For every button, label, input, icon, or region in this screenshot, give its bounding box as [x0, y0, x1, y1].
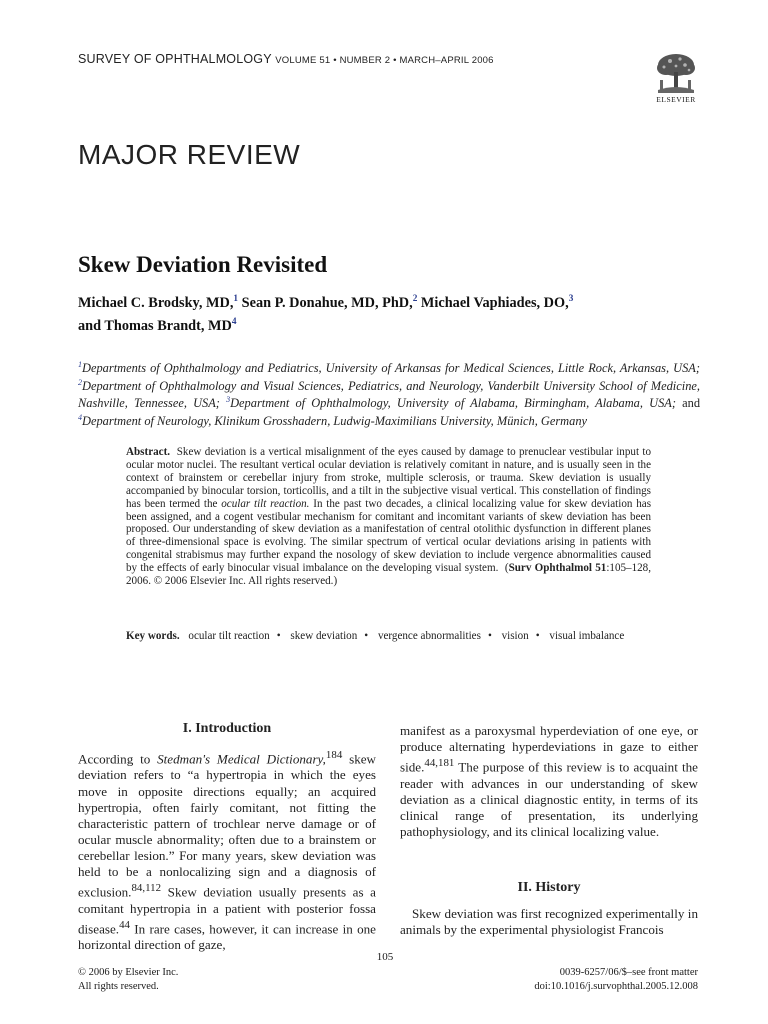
introduction-heading: I. Introduction	[182, 721, 272, 736]
keywords	[126, 630, 651, 643]
affil-number: 1	[78, 360, 83, 369]
column-right	[400, 723, 698, 938]
body-text: In rare cases, however, it can increase in one horizontal direction of gaze,	[78, 921, 376, 953]
affil-number: 4	[78, 413, 83, 423]
reference-link[interactable]: 44,181	[424, 757, 455, 770]
author-name: Sean P. Donahue, MD, PhD,	[241, 294, 413, 311]
keyword: vision	[501, 630, 529, 642]
affiliation-text: Department of Ophthalmology and Visual Sciences, Pediatrics, and Neurology, Vanderbilt University School of Medicine, Nashville, Tennessee, USA;	[78, 378, 700, 411]
reference-link[interactable]: 184	[325, 749, 343, 761]
keyword: skew deviation	[290, 630, 358, 642]
author-affil-ref[interactable]: 3	[568, 294, 574, 304]
bullet-separator: •	[487, 630, 492, 642]
page-number: 105	[376, 951, 394, 963]
column-left	[78, 721, 376, 953]
bullet-separator: •	[535, 630, 540, 642]
citation-journal: Surv Ophthalmol 51	[508, 562, 607, 575]
history-heading: II. History	[517, 880, 581, 896]
dictionary-title: Stedman's Medical Dictionary,	[157, 751, 326, 767]
publisher-logo-text: ELSEVIER	[656, 95, 696, 104]
abstract-italic-term: ocular tilt reaction.	[221, 497, 310, 510]
abstract-text: Skew deviation is a vertical misalignment of the eyes caused by damage to prenuclear vestibular input to ocular motor nuclei. The resultant vertical ocular deviation is relatively comitant in nature, and is usually seen in the context of brainstem or cerebellar injury from stroke, multiple sclerosis, or trauma. Skew deviation is usually accompanied by binocular torsion, torticollis, and a tilt in the subjective visual vertical. This constellation of findings has been termed the	[126, 446, 651, 510]
volume-info: VOLUME 51 • NUMBER 2 • MARCH–APRIL 2006	[275, 55, 494, 66]
body-text: According to	[78, 751, 151, 767]
section-label: MAJOR REVIEW	[78, 139, 301, 170]
reference-link[interactable]: 44	[119, 918, 130, 931]
author-affil-ref[interactable]: 4	[231, 316, 237, 327]
introduction-paragraph	[78, 747, 376, 953]
affiliation-text: Department of Ophthalmology, University of Alabama, Birmingham, Alabama, USA;	[230, 396, 676, 411]
citation-rest: :105–128, 2006. © 2006 Elsevier Inc. All rights reserved.)	[126, 562, 651, 588]
body-text: The purpose of this review is to acquaint the reader with advances in our understanding of skew deviation as a clinical diagnostic entity, in terms of its clinical range of presentation, its underlying pathophysiology, and its clinical localizing value.	[400, 759, 698, 839]
author-affil-ref[interactable]: 2	[412, 294, 418, 304]
footer-identifiers	[534, 966, 698, 993]
keywords-label: Key words.	[126, 630, 180, 642]
reference-link[interactable]: 84,112	[131, 882, 162, 895]
affil-conjunction: and	[682, 396, 701, 411]
author-name: Michael Vaphiades, DO,	[420, 294, 569, 311]
journal-header	[78, 52, 494, 66]
history-paragraph: Skew deviation was first recognized experimentally in animals by the experimental physiologist Francois	[400, 906, 698, 938]
abstract	[126, 446, 651, 588]
author-list	[78, 290, 698, 336]
author-name: Michael C. Brodsky, MD,	[78, 294, 234, 311]
article-title: Skew Deviation Revisited	[78, 252, 328, 277]
author-name: and Thomas Brandt, MD	[78, 317, 232, 334]
journal-name: SURVEY OF OPHTHALMOLOGY	[78, 52, 272, 66]
issn-line: 0039-6257/06/$–see front matter	[559, 967, 698, 978]
footer-copyright	[78, 966, 178, 993]
rights-line: All rights reserved.	[78, 980, 159, 992]
abstract-label: Abstract.	[126, 446, 171, 458]
body-text: skew deviation refers to “a hypertropia in which the eyes move in opposite directions equally; an acquired hypertropia, often fairly comitant, not fitting the characteristic pattern of trochlear nerve damage or of ocular muscle abnormality; often due to a brainstem or cerebellar lesion.” For many years, skew deviation was held to be a nonlocalizing sign and a diagnosis of exclusion.	[78, 751, 377, 900]
affil-number: 3	[226, 395, 231, 405]
doi-link[interactable]: doi:10.1016/j.survophthal.2005.12.008	[534, 980, 698, 992]
bullet-separator: •	[364, 630, 369, 642]
abstract-text: In the past two decades, a clinical localizing value for skew deviation has been assigned, and a cogent vestibular mechanism for comitant and incomitant variants of skew deviation has been proposed. Our understanding of skew deviation as a manifestation of central otolithic dysfunction in different planes of three-dimensional space is evolving. The similar spectrum of vertical ocular deviations arising in patients with congenital strabismus may further expand the nosology of skew deviation to include vergence abnormalities caused by the effects of early binocular visual imbalance on the developing visual system.	[126, 497, 652, 575]
elsevier-logo	[652, 52, 700, 104]
affiliation-text: Departments of Ophthalmology and Pediatrics, University of Arkansas for Medical Sciences, Little Rock, Arkansas, USA;	[82, 361, 700, 376]
body-text: Skew deviation usually presents as a comitant hypertropia in a patient with posterior fossa disease.	[78, 884, 376, 937]
affil-number: 2	[78, 377, 83, 387]
affiliation-text: Department of Neurology, Klinikum Grosshadern, Ludwig-Maximilians University, Münich, Germany	[82, 414, 588, 429]
elsevier-tree-icon	[652, 52, 700, 94]
citation-open: (	[504, 562, 509, 575]
keyword: visual imbalance	[549, 630, 625, 642]
body-text: manifest as a paroxysmal hyperdeviation of one eye, or produce alternating hyperdeviations in gaze to either side.	[400, 723, 698, 775]
author-affil-ref[interactable]: 1	[233, 294, 239, 304]
copyright-line: © 2006 by Elsevier Inc.	[78, 967, 179, 978]
bullet-separator: •	[276, 630, 281, 642]
affiliations	[78, 358, 700, 429]
introduction-paragraph-cont	[400, 723, 698, 840]
keyword: ocular tilt reaction	[188, 630, 270, 642]
keyword: vergence abnormalities	[377, 630, 481, 642]
